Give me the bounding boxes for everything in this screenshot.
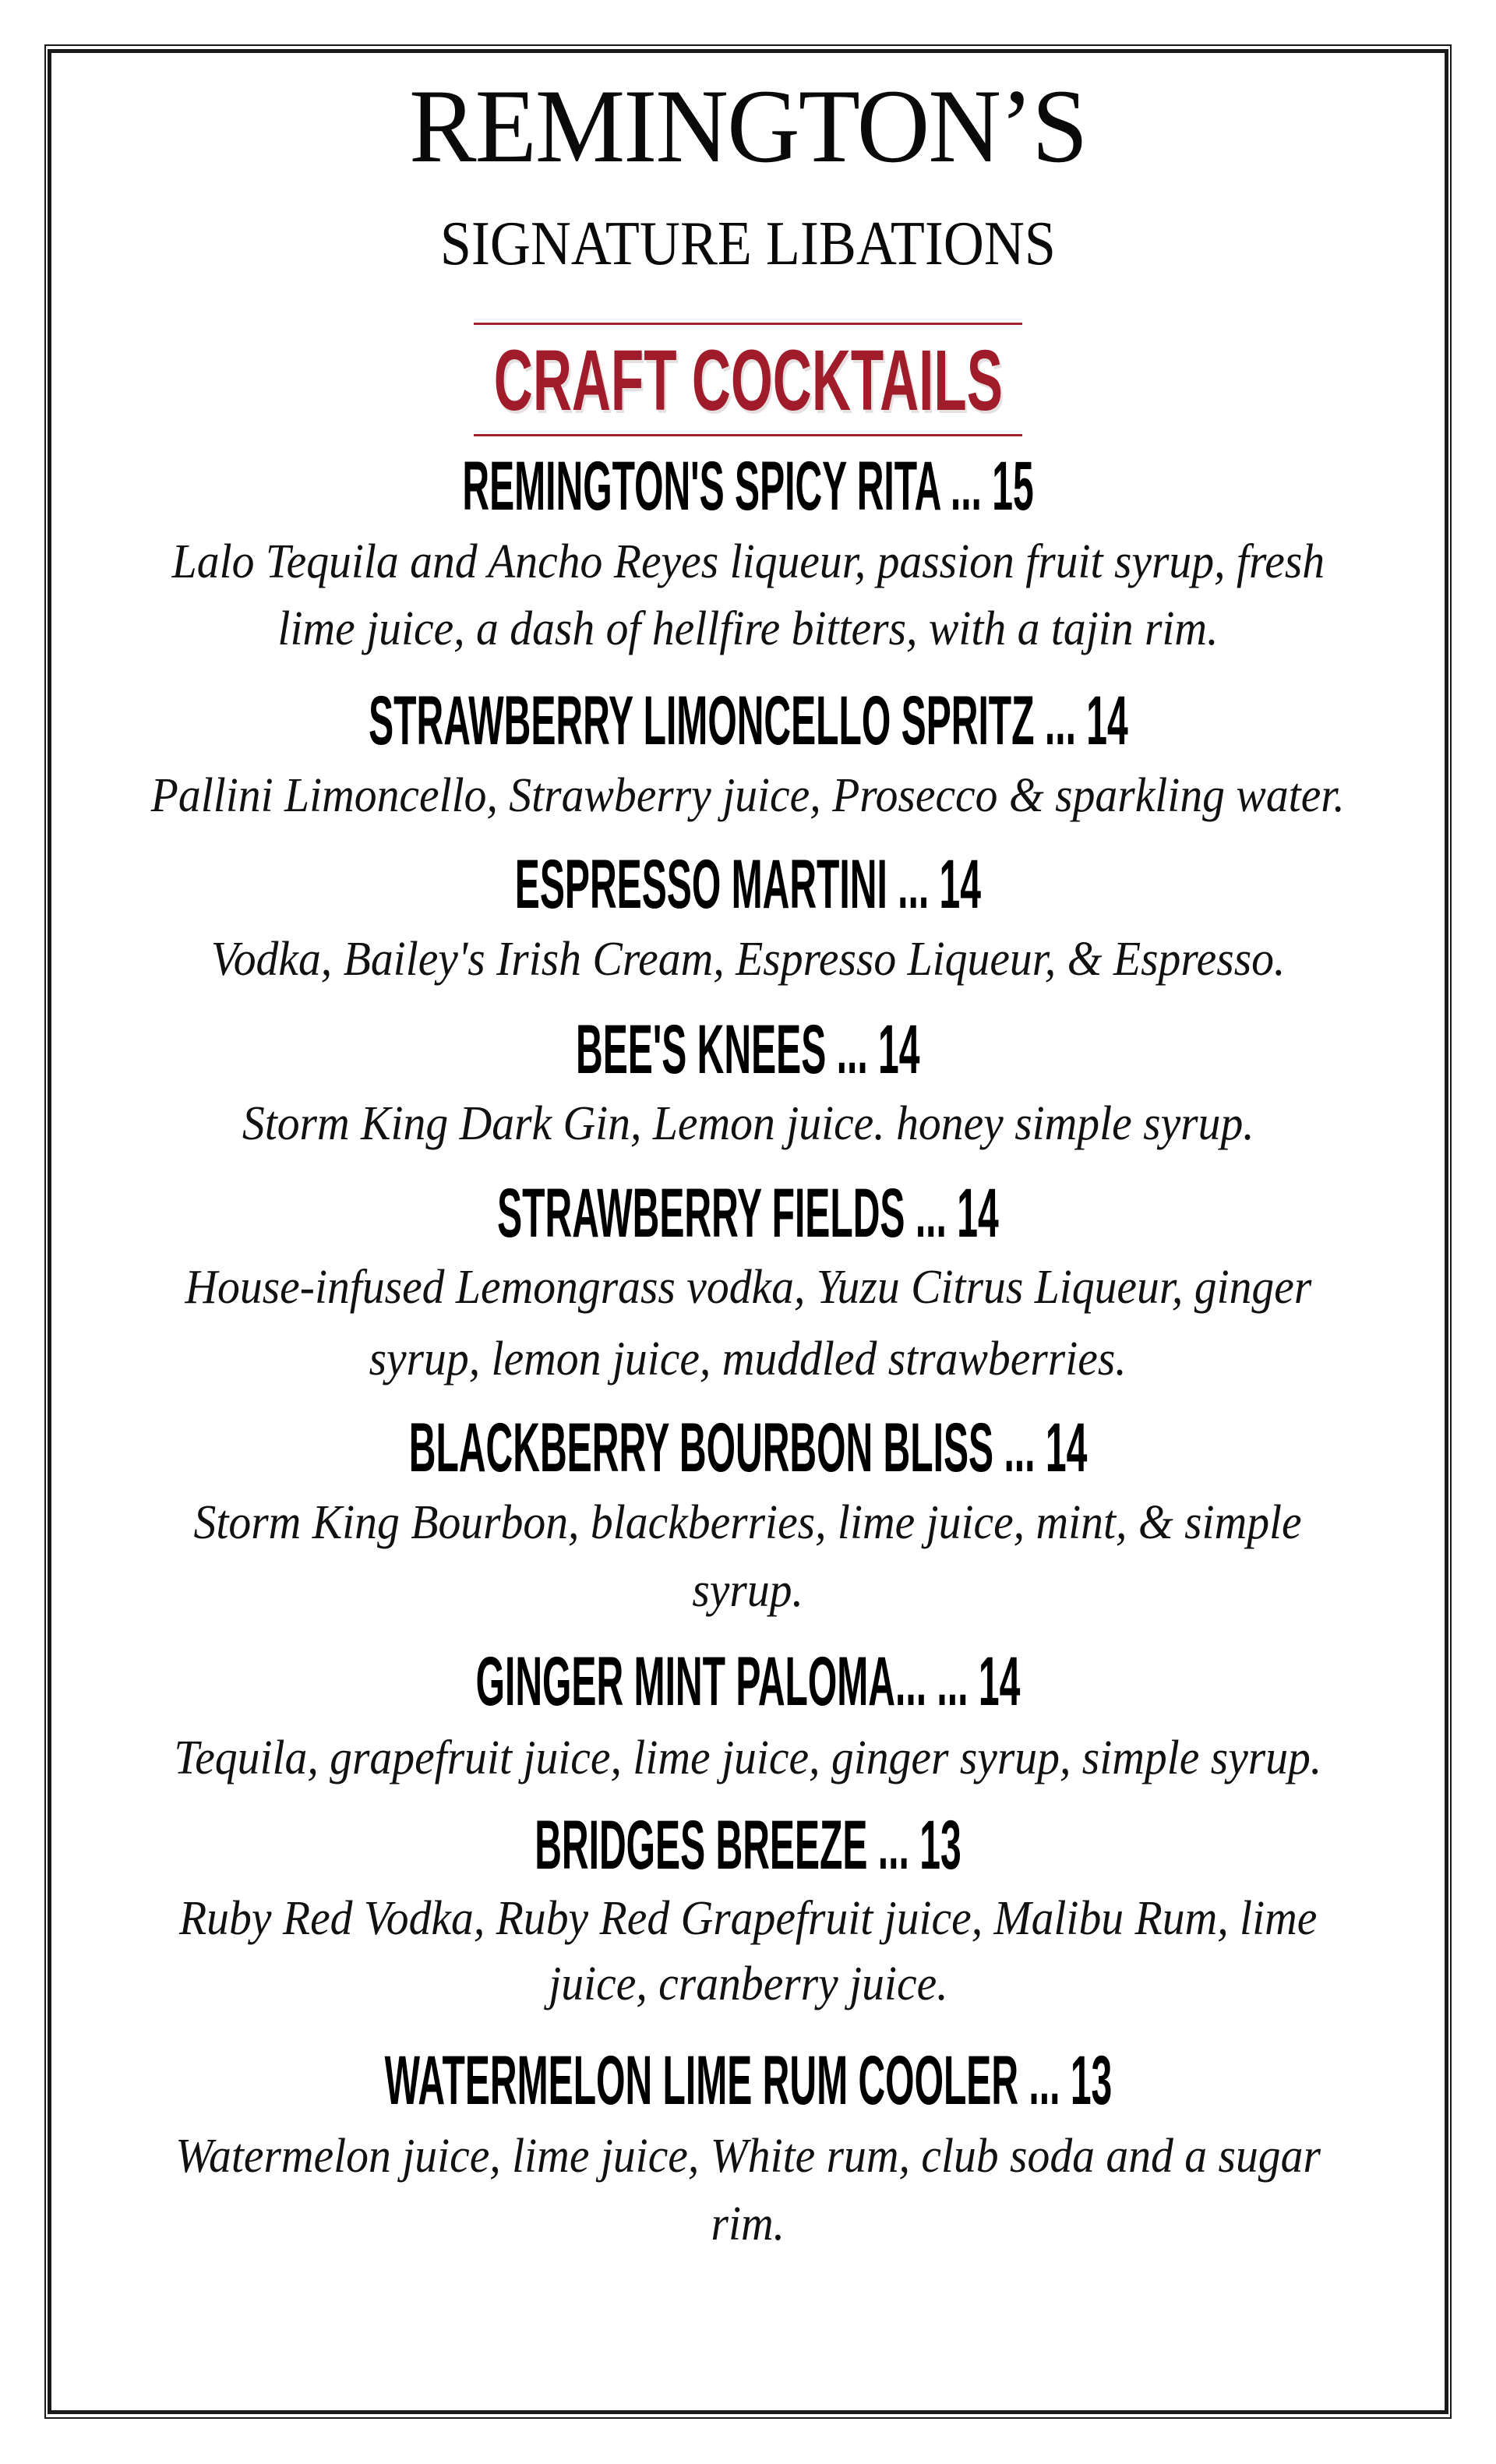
item-heading-text: STRAWBERRY FIELDS ... 14 (497, 1174, 999, 1251)
item-heading (0, 681, 1496, 759)
item-description-text: Watermelon juice, lime juice, White rum, club soda and a sugar (175, 2130, 1321, 2183)
item-heading-text: BRIDGES BREEZE ... 13 (535, 1806, 961, 1883)
item-description-text: Storm King Dark Gin, Lemon juice. honey simple syrup. (242, 1097, 1254, 1150)
item-heading-text: ESPRESSO MARTINI ... 14 (514, 845, 982, 923)
item-heading-text: STRAWBERRY LIMONCELLO SPRITZ ... 14 (368, 681, 1128, 759)
item-heading-text: REMINGTON'S SPICY RITA ... 15 (462, 447, 1034, 524)
section-top-rule (474, 323, 1022, 325)
item-description-line (0, 1261, 1496, 1314)
item-description-line (0, 1894, 1496, 1943)
item-heading (0, 447, 1496, 524)
restaurant-title (0, 69, 1496, 185)
item-heading (0, 845, 1496, 923)
item-description-text: Storm King Bourbon, blackberries, lime juice, mint, & simple (193, 1496, 1303, 1549)
item-description-line (0, 2130, 1496, 2183)
item-description-line (0, 1333, 1496, 1386)
item-description-line (0, 2197, 1496, 2250)
item-description-text: juice, cranberry juice. (548, 1957, 948, 2010)
item-heading (0, 2041, 1496, 2119)
section-bottom-rule (474, 434, 1022, 436)
item-heading (0, 1174, 1496, 1251)
item-heading (0, 1642, 1496, 1720)
item-description-text: Tequila, grapefruit juice, lime juice, ginger syrup, simple syrup. (174, 1732, 1322, 1784)
item-description-text: lime juice, a dash of hellfire bitters, with a tajin rim. (277, 602, 1219, 655)
item-heading-text: WATERMELON LIME RUM COOLER ... 13 (384, 2041, 1112, 2119)
item-description-line (0, 602, 1496, 655)
section-title-text: CRAFT COCKTAILS (493, 333, 1003, 429)
restaurant-title-text: REMINGTON’S (409, 69, 1087, 185)
item-description-line (0, 535, 1496, 588)
item-heading-text: BEE'S KNEES ... 14 (576, 1010, 920, 1088)
item-description-text: rim. (711, 2197, 785, 2250)
item-heading (0, 1806, 1496, 1883)
item-description-text: syrup, lemon juice, muddled strawberries. (369, 1333, 1127, 1386)
item-heading (0, 1408, 1496, 1486)
item-heading-text: BLACKBERRY BOURBON BLISS ... 14 (408, 1408, 1088, 1486)
item-description-text: Ruby Red Vodka, Ruby Red Grapefruit juice, Malibu Rum, lime (178, 1892, 1318, 1945)
item-description-line (0, 1097, 1496, 1150)
item-description-line (0, 1957, 1496, 2010)
item-description-line (0, 933, 1496, 986)
item-description-line (0, 771, 1496, 820)
item-description-line (0, 1566, 1496, 1615)
item-description-line (0, 1734, 1496, 1782)
item-description-text: syrup. (692, 1564, 804, 1617)
item-heading-text: GINGER MINT PALOMA... ... 14 (475, 1642, 1021, 1720)
item-description-line (0, 1496, 1496, 1549)
menu-subtitle-text: SIGNATURE LIBATIONS (439, 210, 1057, 278)
item-description-text: House-infused Lemongrass vodka, Yuzu Citrus Liqueur, ginger (185, 1261, 1311, 1314)
item-heading (0, 1010, 1496, 1088)
menu-subtitle (0, 210, 1496, 278)
item-description-text: Lalo Tequila and Ancho Reyes liqueur, passion fruit syrup, fresh (171, 535, 1325, 588)
section-title (0, 333, 1496, 429)
item-description-text: Pallini Limoncello, Strawberry juice, Prosecco & sparkling water. (150, 769, 1346, 822)
item-description-text: Vodka, Bailey's Irish Cream, Espresso Liqueur, & Espresso. (210, 933, 1286, 986)
